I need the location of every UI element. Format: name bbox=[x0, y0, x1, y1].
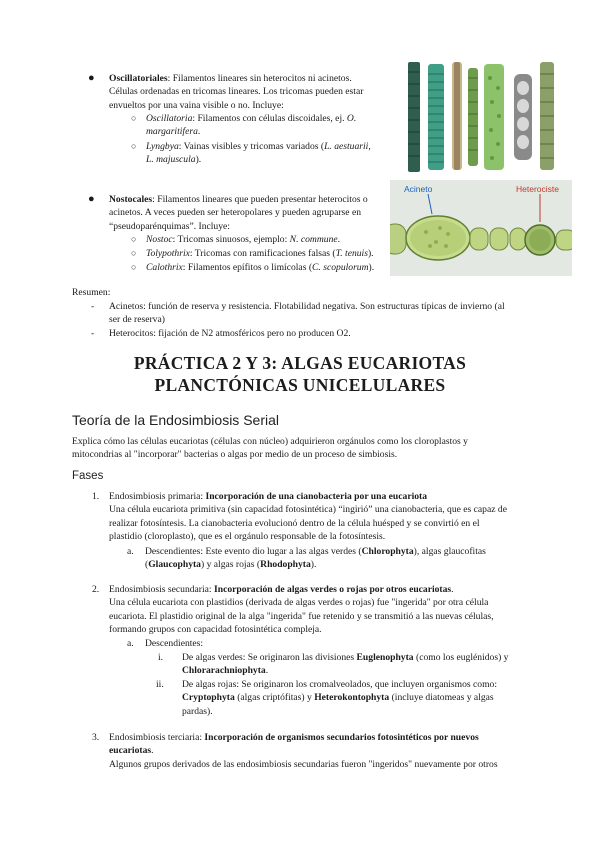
fase-2-ii-text-2: (algas criptófitas) y bbox=[237, 692, 312, 704]
fase-1-a-text-3: ) y algas rojas ( bbox=[200, 559, 261, 571]
section-intro bbox=[72, 435, 528, 462]
fase-3-text-1: Algunos grupos derivados de las endosimbiosis secundarias fueron "ingeridos" nuevamente por otros bbox=[109, 758, 498, 770]
tolypothrix-example: T. tenuis bbox=[335, 248, 368, 259]
calothrix-end: ). bbox=[368, 262, 375, 273]
fase-2-text-3: formando grupos con capacidad fotosintética compleja. bbox=[109, 624, 322, 636]
fase-1-label: Endosimbiosis primaria: bbox=[109, 491, 204, 502]
nostocales-desc: : Filamentos lineares que pueden presentar heterocitos o bbox=[152, 194, 368, 205]
oscillatoriales-term: Oscillatoriales bbox=[109, 73, 168, 84]
fase-3 bbox=[109, 731, 529, 771]
fase-2-ii-text-3: (incluye diatomeas y algas bbox=[391, 692, 494, 704]
oscillatoriales-desc-2: Células ordenadas en tricomas lineares. Los tricomas pueden estar bbox=[109, 86, 364, 98]
sub-bullet: ○ bbox=[131, 141, 137, 151]
fase-1-a-text-4: ). bbox=[310, 559, 317, 571]
fase-1-text-2: realizar fotosíntesis. La cianobacteria evolucionó dentro de la célula huésped y se convirtió en el bbox=[109, 517, 480, 529]
fase-1-text-3: plastidio (cloroplasto), que es el orgánulo responsable de la fotosíntesis. bbox=[109, 531, 386, 543]
acineto-label: Acineto bbox=[404, 184, 433, 194]
oscillatoriales-paragraph bbox=[109, 72, 389, 112]
fase-2-i-text-1: De algas verdes: Se originaron las divisiones bbox=[182, 652, 355, 663]
chlorophyta: Chlorophyta bbox=[361, 546, 414, 557]
nostoc-term: Nostoc bbox=[146, 234, 173, 245]
sub-bullet: ○ bbox=[131, 248, 137, 258]
fase-1-a-paren: ( bbox=[145, 559, 149, 571]
lyngbya-example-1: L. aestuarii bbox=[324, 141, 369, 152]
lyngbya-sep: , bbox=[368, 141, 371, 152]
fase-2-i-numeral: i. bbox=[158, 652, 164, 663]
fase-2-title: Incorporación de algas verdes o rojas por otros eucariotas bbox=[214, 584, 452, 595]
nostocales-paragraph bbox=[109, 193, 391, 233]
resumen-label: Resumen: bbox=[72, 287, 111, 298]
bullet-dot: ● bbox=[88, 193, 95, 205]
section-heading: Teoría de la Endosimbiosis Serial bbox=[72, 412, 279, 428]
oscillatoriales-figure bbox=[398, 58, 566, 176]
tolypothrix-desc: : Tricomas con ramificaciones falsas ( bbox=[189, 248, 336, 259]
nostoc-example: N. commune bbox=[289, 234, 338, 245]
fase-1 bbox=[109, 490, 529, 544]
fase-2-i-end: . bbox=[265, 665, 269, 677]
fase-3-end: . bbox=[151, 745, 154, 757]
fase-2-text-2: eucariota. El plastidio original de la alga "ingerida" fue retenido y se transmitió a las nuevas células, bbox=[109, 610, 494, 622]
fase-2-label: Endosimbiosis secundaria: bbox=[109, 584, 212, 595]
page-title-line1: PRÁCTICA 2 Y 3: ALGAS EUCARIOTAS bbox=[133, 353, 467, 373]
oscillatoriales-desc-3: envueltos por una vaina visible o no. Incluye: bbox=[109, 99, 284, 111]
fase-1-a-letter: a. bbox=[127, 546, 134, 557]
oscillatoria-example-2: margaritifera bbox=[146, 126, 198, 138]
oscillatoria-term: Oscillatoria bbox=[146, 113, 193, 124]
lyngbya-example-2: L. majuscula bbox=[146, 154, 196, 166]
lyngbya-term: Lyngbya bbox=[146, 141, 179, 152]
filament-5 bbox=[484, 64, 504, 170]
calothrix-desc: : Filamentos epífitos o limícolas ( bbox=[182, 262, 313, 273]
oscillatoria-item bbox=[146, 112, 386, 139]
fase-2-i-text-2: (como los euglénidos) y bbox=[416, 652, 509, 663]
filament-3 bbox=[452, 62, 462, 170]
resumen-item-heterocitos: Heterocitos: fijación de N2 atmosféricos pero no producen O2. bbox=[109, 328, 351, 339]
fase-3-title-2: eucariotas bbox=[109, 745, 152, 757]
fase-2-ii-numeral: ii. bbox=[156, 679, 164, 690]
dash-bullet: - bbox=[91, 301, 95, 312]
fase-2-ii-text-4: pardas). bbox=[182, 705, 213, 717]
fase-1-a-text-2: ), algas glaucofitas bbox=[413, 546, 486, 557]
fase-3-number: 3. bbox=[92, 732, 100, 743]
section-intro-line1: Explica cómo las células eucariotas (células con núcleo) adquirieron orgánulos como los cloroplastos y bbox=[72, 436, 468, 447]
cryptophyta: Cryptophyta bbox=[182, 692, 235, 704]
rhodophyta: Rhodophyta bbox=[260, 559, 311, 571]
fase-2-algas-rojas bbox=[182, 678, 528, 718]
fase-1-text-1: Una célula eucariota primitiva (sin capacidad fotosintética) “ingirió” una cianobacteria, que es capaz de bbox=[109, 504, 507, 516]
oscillatoria-end: . bbox=[197, 126, 201, 138]
fase-2-end: . bbox=[451, 584, 454, 595]
nostoc-end: . bbox=[337, 234, 341, 245]
fase-2-text-1: Una célula eucariota con plastidios (derivada de algas verdes o rojas) fue "ingerida" por otra célula bbox=[109, 597, 489, 609]
fase-1-a-text-1: Descendientes: Este evento dio lugar a las algas verdes ( bbox=[145, 546, 362, 557]
nostocales-desc-2: acinetos. A veces pueden ser heteropolares y pueden agruparse en bbox=[109, 207, 361, 219]
fases-heading: Fases bbox=[72, 470, 104, 482]
tolypothrix-end: ). bbox=[367, 248, 374, 259]
fase-2-a-letter: a. bbox=[127, 638, 134, 649]
fase-3-title-1: Incorporación de organismos secundarios fotosintéticos por nuevos bbox=[204, 732, 479, 743]
filament-7 bbox=[540, 62, 554, 170]
filament-4 bbox=[468, 68, 478, 166]
oscillatoriales-desc: : Filamentos lineares sin heterocitos ni acinetos. bbox=[167, 73, 352, 84]
oscillatoria-desc: : Filamentos con células discoidales, ej. bbox=[192, 113, 345, 124]
resumen-item-acinetos-line2: ser de reserva) bbox=[109, 314, 165, 326]
chlorarachniophyta: Chlorarachniophyta bbox=[182, 665, 266, 677]
calothrix-term: Calothrix bbox=[146, 262, 183, 273]
fase-1-title: Incorporación de una cianobacteria por una eucariota bbox=[205, 491, 428, 502]
acineto-heterociste-figure bbox=[390, 180, 572, 276]
tolypothrix-item bbox=[146, 247, 396, 260]
fase-2-a-text: Descendientes: bbox=[145, 638, 204, 649]
sub-bullet: ○ bbox=[131, 113, 137, 123]
resumen-item-acinetos-line1: Acinetos: función de reserva y resistencia. Flotabilidad negativa. Son estructuras típicas de invierno (al bbox=[109, 301, 505, 312]
section-intro-line2: mitocondrias al "incorporar" bacterias o algas por medio de un proceso de simbiosis. bbox=[72, 449, 398, 461]
filament-1 bbox=[408, 62, 420, 172]
lyngbya-item bbox=[146, 140, 391, 167]
lyngbya-end: ). bbox=[195, 154, 202, 166]
filament-2 bbox=[428, 64, 444, 170]
page-title-line2: PLANCTÓNICAS UNICELULARES bbox=[154, 375, 446, 395]
bullet-dot: ● bbox=[88, 72, 95, 84]
tolypothrix-term: Tolypothrix bbox=[146, 248, 190, 259]
calothrix-item bbox=[146, 261, 398, 274]
heterociste-label: Heterociste bbox=[516, 184, 559, 194]
euglenophyta: Euglenophyta bbox=[356, 652, 414, 663]
sub-bullet: ○ bbox=[131, 234, 137, 244]
resumen-item-acinetos bbox=[109, 300, 529, 327]
nostocales-term: Nostocales bbox=[109, 194, 153, 205]
fase-2-number: 2. bbox=[92, 584, 100, 595]
nostoc-item bbox=[146, 233, 396, 246]
heterokontophyta: Heterokontophyta bbox=[314, 692, 390, 704]
sub-bullet: ○ bbox=[131, 262, 137, 272]
fase-2-ii-text-1: De algas rojas: Se originaron los cromalveolados, que incluyen organismos como: bbox=[182, 679, 498, 690]
glaucophyta: Glaucophyta bbox=[148, 559, 201, 571]
fase-2-algas-verdes bbox=[182, 651, 528, 678]
fase-3-label: Endosimbiosis terciaria: bbox=[109, 732, 202, 743]
filament-6 bbox=[514, 74, 532, 160]
fase-1-descendientes bbox=[145, 545, 529, 572]
calothrix-example: C. scopulorum bbox=[312, 262, 369, 273]
nostoc-desc: : Tricomas sinuosos, ejemplo: bbox=[172, 234, 288, 245]
dash-bullet: - bbox=[91, 328, 95, 339]
fase-1-number: 1. bbox=[92, 491, 100, 502]
lyngbya-desc: : Vainas visibles y tricomas variados ( bbox=[178, 141, 325, 152]
nostocales-desc-3: “pseudoparénquimas”. Incluye: bbox=[109, 220, 230, 232]
oscillatoria-example-1: O. bbox=[346, 113, 357, 124]
fase-2 bbox=[109, 583, 529, 637]
